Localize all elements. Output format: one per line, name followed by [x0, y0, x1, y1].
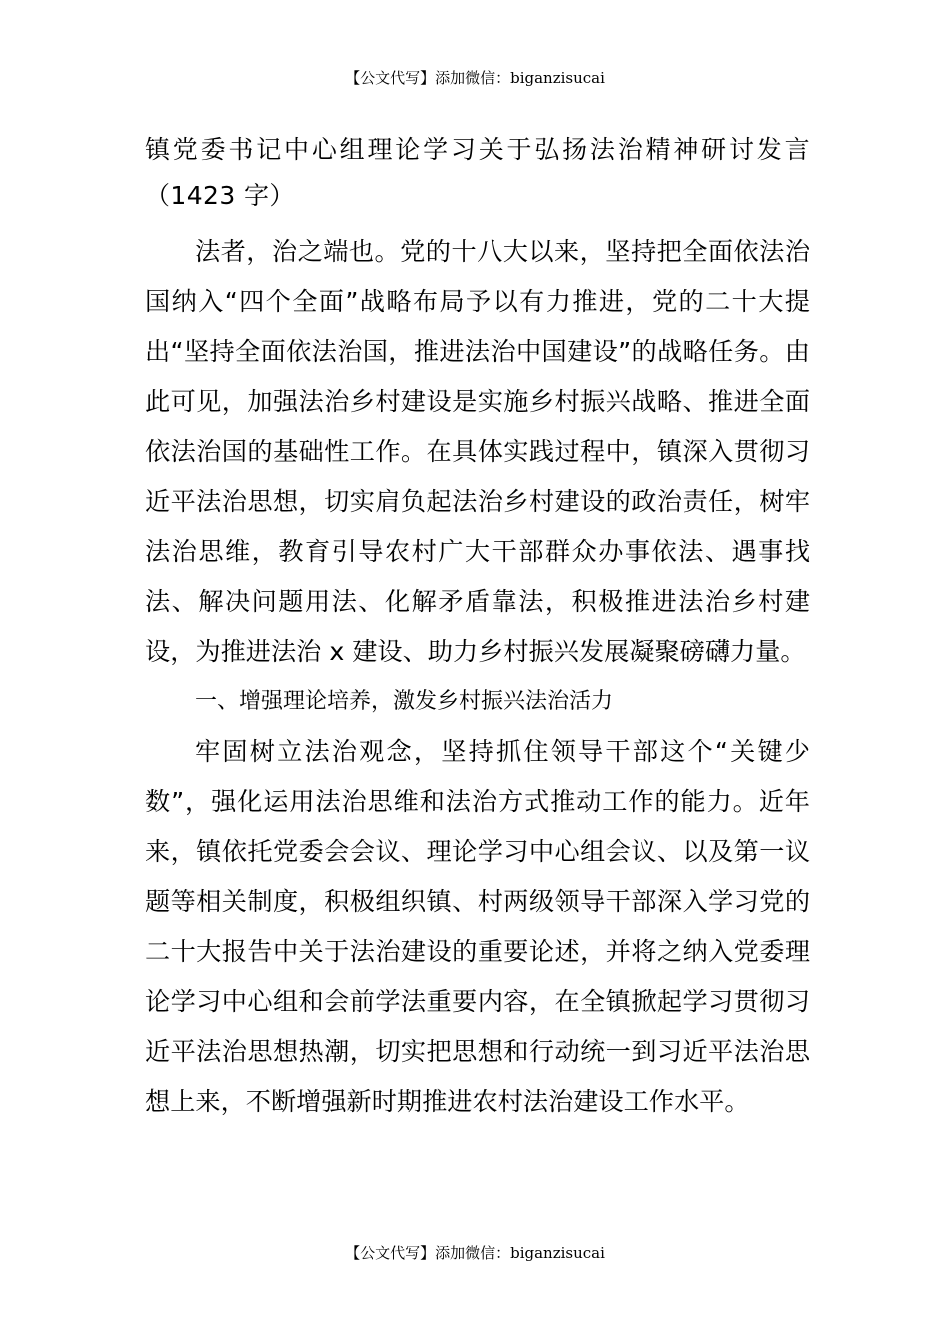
document-title: 镇党委书记中心组理论学习关于弘扬法治精神研讨发言（1423 字） — [145, 135, 810, 210]
section-heading-1: 一、增强理论培养，激发乡村振兴法治活力 — [195, 689, 614, 714]
paragraph-section-1: 牢固树立法治观念，坚持抓住领导干部这个“关键少数”，强化运用法治思维和法治方式推动工作的能力。近年来，镇依托党委会会议、理论学习中心组会议、以及第一议题等相关制度，积极组织镇、村两级领导干部深入学习党的二十大报告中关于法治建设的重要论述，并将之纳入党委理论学习中心组和会前学法重要内容，在全镇掀起学习贯彻习近平法治思想热潮，切实把思想和行动统一到习近平法治思想上来，不断增强新时期推进农村法治建设工作水平。 — [145, 737, 810, 1116]
paragraph-intro: 法者，治之端也。党的十八大以来，坚持把全面依法治国纳入“四个全面”战略布局予以有力推进，党的二十大提出“坚持全面依法治国，推进法治中国建设”的战略任务。由此可见，加强法治乡村建设是实施乡村振兴战略、推进全面依法治国的基础性工作。在具体实践过程中，镇深入贯彻习近平法治思想，切实肩负起法治乡村建设的政治责任，树牢法治思维，教育引导农村广大干部群众办事依法、遇事找法、解决问题用法、化解矛盾靠法，积极推进法治乡村建设，为推进法治 x 建设、助力乡村振兴发展凝聚磅礴力量。 — [145, 237, 810, 666]
footer-watermark-note: 【公文代写】添加微信：biganzisucai — [345, 1244, 605, 1262]
header-watermark-note: 【公文代写】添加微信：biganzisucai — [345, 69, 605, 87]
document-body — [145, 127, 810, 1127]
